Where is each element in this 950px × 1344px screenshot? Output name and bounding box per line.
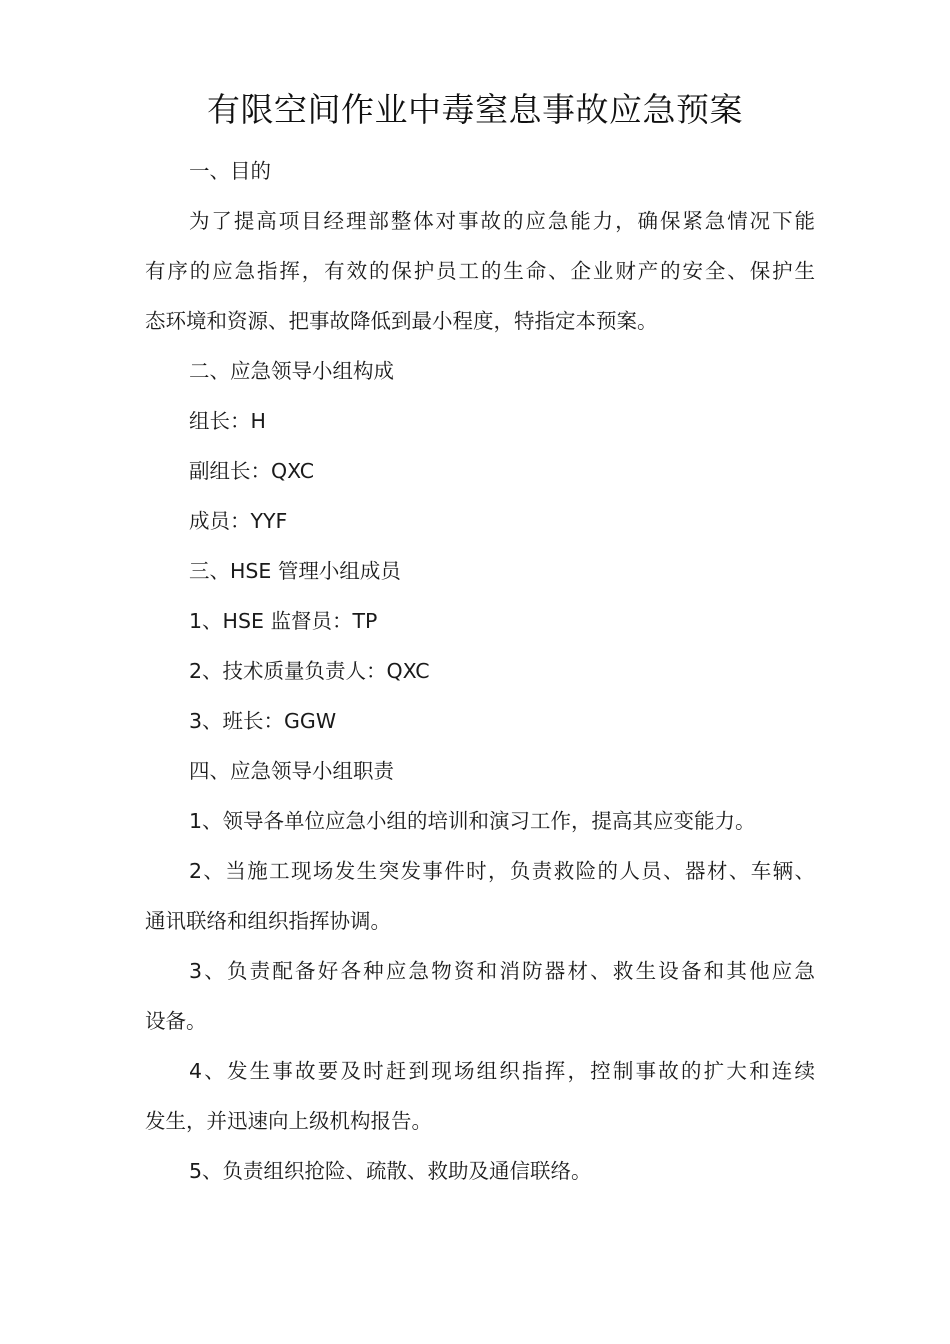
duty-item-1: 1、领导各单位应急小组的培训和演习工作，提高其应变能力。 <box>189 809 756 833</box>
purpose-paragraph-line-2: 有序的应急指挥，有效的保护员工的生命、企业财产的安全、保护生 <box>145 259 815 283</box>
section-heading-hse: 三、HSE 管理小组成员 <box>189 559 401 583</box>
duty-item-2-line-2: 通讯联络和组织指挥协调。 <box>145 909 391 933</box>
duty-item-4-line-1: 4、发生事故要及时赶到现场组织指挥，控制事故的扩大和连续 <box>189 1059 815 1083</box>
hse-item-1: 1、HSE 监督员：TP <box>189 609 378 633</box>
duty-item-3-line-1: 3、负责配备好各种应急物资和消防器材、救生设备和其他应急 <box>189 959 815 983</box>
duty-item-5: 5、负责组织抢险、疏散、救助及通信联络。 <box>189 1159 592 1183</box>
hse-item-3: 3、班长：GGW <box>189 709 337 733</box>
section-heading-purpose: 一、目的 <box>189 159 271 183</box>
section-heading-leadership: 二、应急领导小组构成 <box>189 359 394 383</box>
members-line: 成员：YYF <box>189 509 288 533</box>
duty-item-3-line-2: 设备。 <box>145 1009 207 1033</box>
hse-item-2: 2、技术质量负责人：QXC <box>189 659 430 683</box>
deputy-leader-line: 副组长：QXC <box>189 459 315 483</box>
document-title: 有限空间作业中毒窒息事故应急预案 <box>207 90 743 129</box>
leader-line: 组长：H <box>189 409 266 433</box>
purpose-paragraph-line-3: 态环境和资源、把事故降低到最小程度，特指定本预案。 <box>145 309 658 333</box>
duty-item-2-line-1: 2、当施工现场发生突发事件时，负责救险的人员、器材、车辆、 <box>189 859 815 883</box>
duty-item-4-line-2: 发生，并迅速向上级机构报告。 <box>145 1109 432 1133</box>
purpose-paragraph-line-1: 为了提高项目经理部整体对事故的应急能力，确保紧急情况下能 <box>189 209 815 233</box>
section-heading-duties: 四、应急领导小组职责 <box>189 759 394 783</box>
